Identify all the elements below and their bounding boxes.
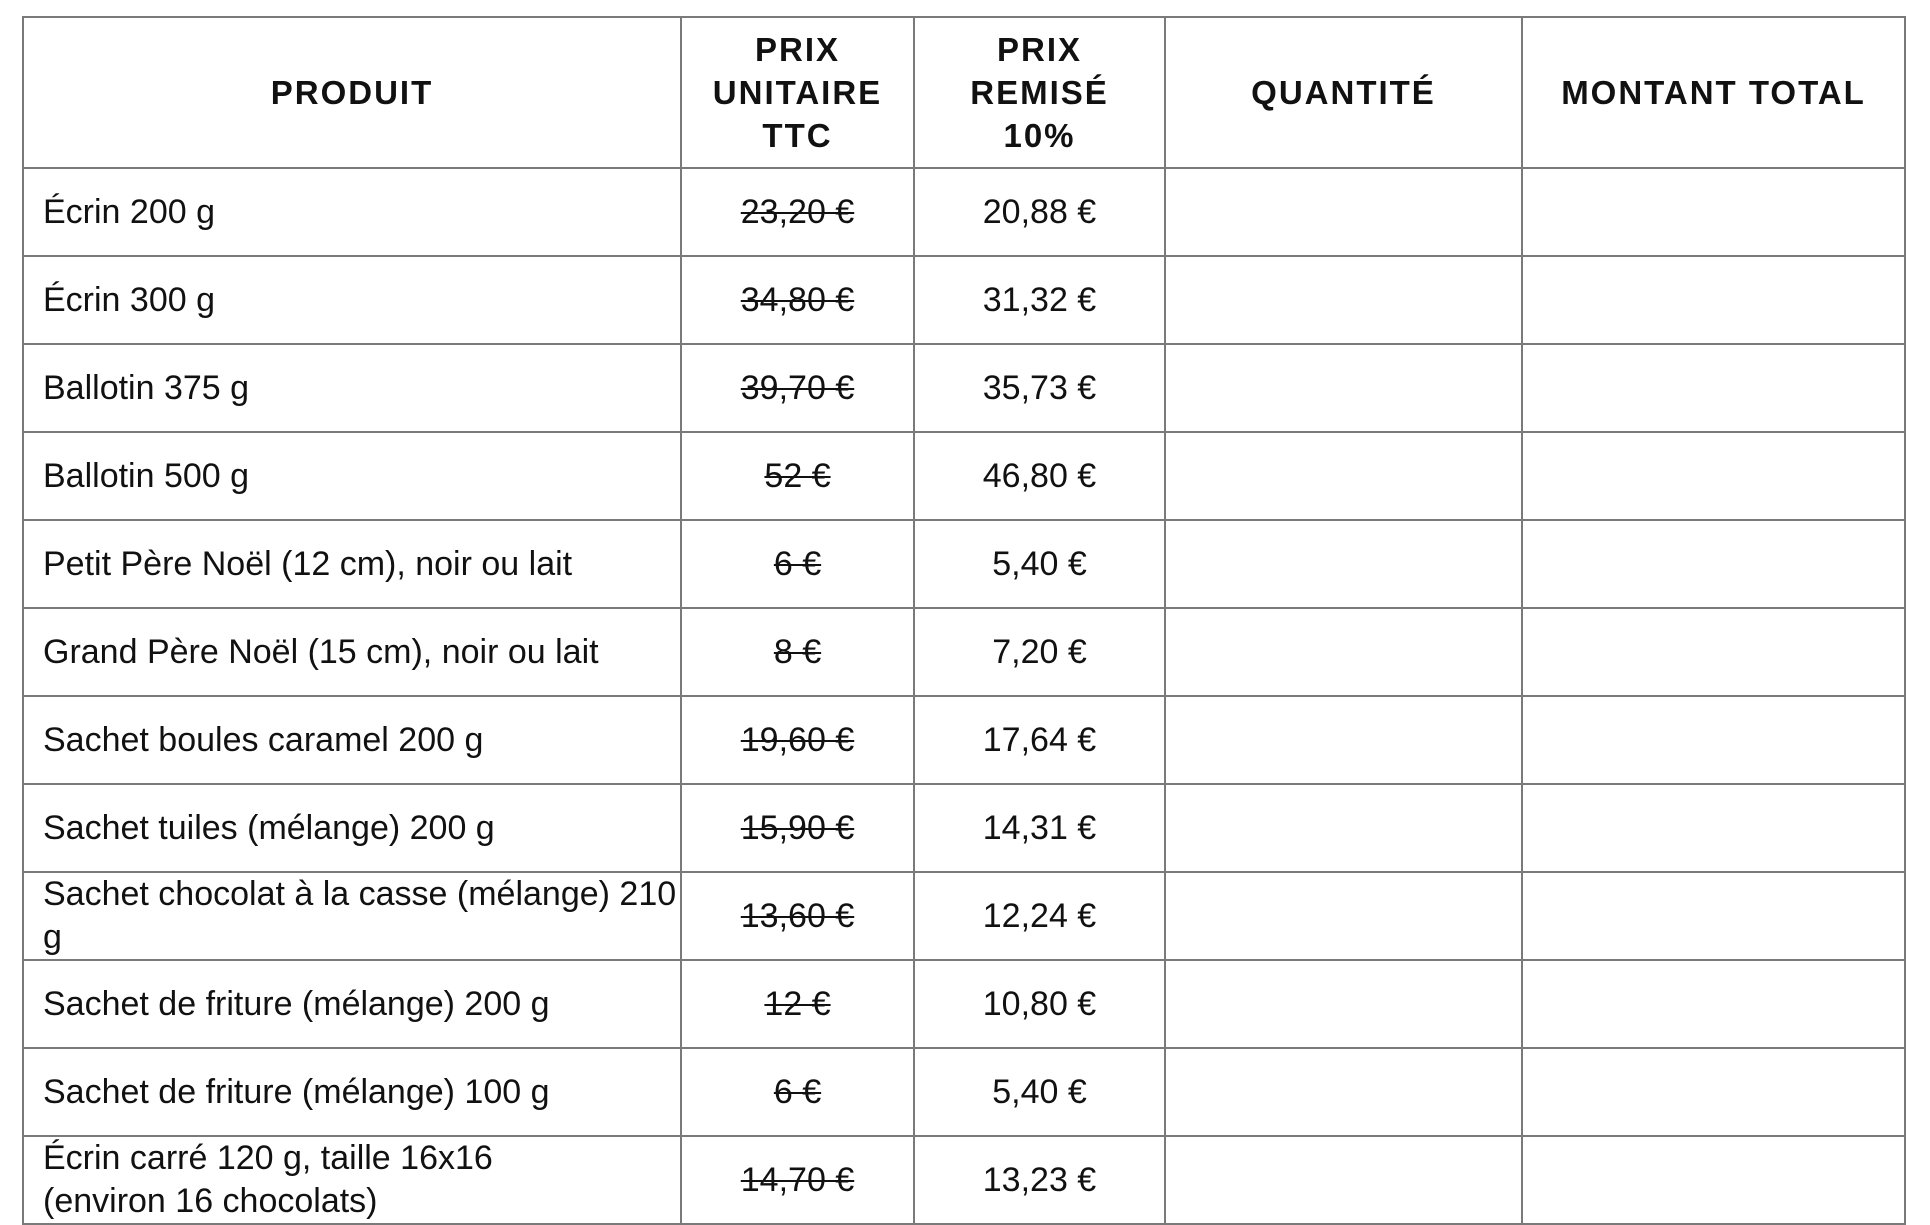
table-row <box>23 960 1905 1048</box>
unit-price-struck: 6 € <box>773 1072 822 1111</box>
unit-price-struck: 12 € <box>764 984 831 1023</box>
header-discounted-price: PRIX REMISÉ 10% <box>914 17 1165 168</box>
table-row <box>23 608 1905 696</box>
product-name: Petit Père Noël (12 cm), noir ou lait <box>23 520 681 608</box>
discounted-price: 5,40 € <box>914 1048 1165 1136</box>
unit-price-cell <box>681 344 914 432</box>
table-row <box>23 256 1905 344</box>
product-name: Ballotin 375 g <box>23 344 681 432</box>
product-name: Sachet boules caramel 200 g <box>23 696 681 784</box>
product-name: Ballotin 500 g <box>23 432 681 520</box>
discounted-price: 46,80 € <box>914 432 1165 520</box>
total-amount-cell[interactable] <box>1522 432 1905 520</box>
table-header-row <box>23 17 1905 168</box>
unit-price-cell <box>681 256 914 344</box>
product-name: Sachet chocolat à la casse (mélange) 210 g <box>23 872 681 960</box>
quantity-cell[interactable] <box>1165 256 1522 344</box>
header-quantity: QUANTITÉ <box>1165 17 1522 168</box>
quantity-cell[interactable] <box>1165 168 1522 256</box>
discounted-price: 14,31 € <box>914 784 1165 872</box>
unit-price-cell <box>681 784 914 872</box>
unit-price-cell <box>681 872 914 960</box>
header-product: PRODUIT <box>23 17 681 168</box>
quantity-cell[interactable] <box>1165 696 1522 784</box>
unit-price-cell <box>681 1048 914 1136</box>
total-amount-cell[interactable] <box>1522 872 1905 960</box>
unit-price-cell <box>681 696 914 784</box>
product-name: Écrin carré 120 g, taille 16x16 (environ 16 chocolats) <box>23 1136 681 1224</box>
unit-price-cell <box>681 168 914 256</box>
table-row <box>23 784 1905 872</box>
table-row <box>23 344 1905 432</box>
product-name: Sachet tuiles (mélange) 200 g <box>23 784 681 872</box>
unit-price-cell <box>681 608 914 696</box>
total-amount-cell[interactable] <box>1522 784 1905 872</box>
total-amount-cell[interactable] <box>1522 256 1905 344</box>
total-amount-cell[interactable] <box>1522 608 1905 696</box>
table-row <box>23 520 1905 608</box>
table-row <box>23 1136 1905 1224</box>
discounted-price: 10,80 € <box>914 960 1165 1048</box>
total-amount-cell[interactable] <box>1522 520 1905 608</box>
unit-price-cell <box>681 1136 914 1224</box>
discounted-price: 31,32 € <box>914 256 1165 344</box>
unit-price-cell <box>681 520 914 608</box>
unit-price-cell <box>681 960 914 1048</box>
unit-price-struck: 19,60 € <box>740 720 855 759</box>
unit-price-struck: 15,90 € <box>740 808 855 847</box>
product-name: Écrin 200 g <box>23 168 681 256</box>
quantity-cell[interactable] <box>1165 960 1522 1048</box>
product-name: Écrin 300 g <box>23 256 681 344</box>
total-amount-cell[interactable] <box>1522 960 1905 1048</box>
quantity-cell[interactable] <box>1165 608 1522 696</box>
unit-price-struck: 52 € <box>764 456 831 495</box>
total-amount-cell[interactable] <box>1522 1136 1905 1224</box>
product-name: Sachet de friture (mélange) 200 g <box>23 960 681 1048</box>
price-table <box>22 16 1906 1225</box>
table-row <box>23 1048 1905 1136</box>
discounted-price: 7,20 € <box>914 608 1165 696</box>
discounted-price: 13,23 € <box>914 1136 1165 1224</box>
quantity-cell[interactable] <box>1165 344 1522 432</box>
quantity-cell[interactable] <box>1165 1048 1522 1136</box>
quantity-cell[interactable] <box>1165 784 1522 872</box>
table-row <box>23 168 1905 256</box>
order-form <box>22 16 1906 1225</box>
unit-price-struck: 34,80 € <box>740 280 855 319</box>
unit-price-struck: 8 € <box>773 632 822 671</box>
unit-price-struck: 39,70 € <box>740 368 855 407</box>
unit-price-cell <box>681 432 914 520</box>
discounted-price: 20,88 € <box>914 168 1165 256</box>
unit-price-struck: 14,70 € <box>740 1160 855 1199</box>
total-amount-cell[interactable] <box>1522 168 1905 256</box>
discounted-price: 17,64 € <box>914 696 1165 784</box>
table-row <box>23 696 1905 784</box>
quantity-cell[interactable] <box>1165 1136 1522 1224</box>
quantity-cell[interactable] <box>1165 520 1522 608</box>
header-unit-price: PRIX UNITAIRE TTC <box>681 17 914 168</box>
quantity-cell[interactable] <box>1165 432 1522 520</box>
total-amount-cell[interactable] <box>1522 1048 1905 1136</box>
discounted-price: 12,24 € <box>914 872 1165 960</box>
product-name: Grand Père Noël (15 cm), noir ou lait <box>23 608 681 696</box>
table-row <box>23 432 1905 520</box>
table-row <box>23 872 1905 960</box>
unit-price-struck: 13,60 € <box>740 896 855 935</box>
quantity-cell[interactable] <box>1165 872 1522 960</box>
total-amount-cell[interactable] <box>1522 696 1905 784</box>
unit-price-struck: 23,20 € <box>740 192 855 231</box>
header-total: MONTANT TOTAL <box>1522 17 1905 168</box>
unit-price-struck: 6 € <box>773 544 822 583</box>
total-amount-cell[interactable] <box>1522 344 1905 432</box>
discounted-price: 5,40 € <box>914 520 1165 608</box>
product-name: Sachet de friture (mélange) 100 g <box>23 1048 681 1136</box>
discounted-price: 35,73 € <box>914 344 1165 432</box>
